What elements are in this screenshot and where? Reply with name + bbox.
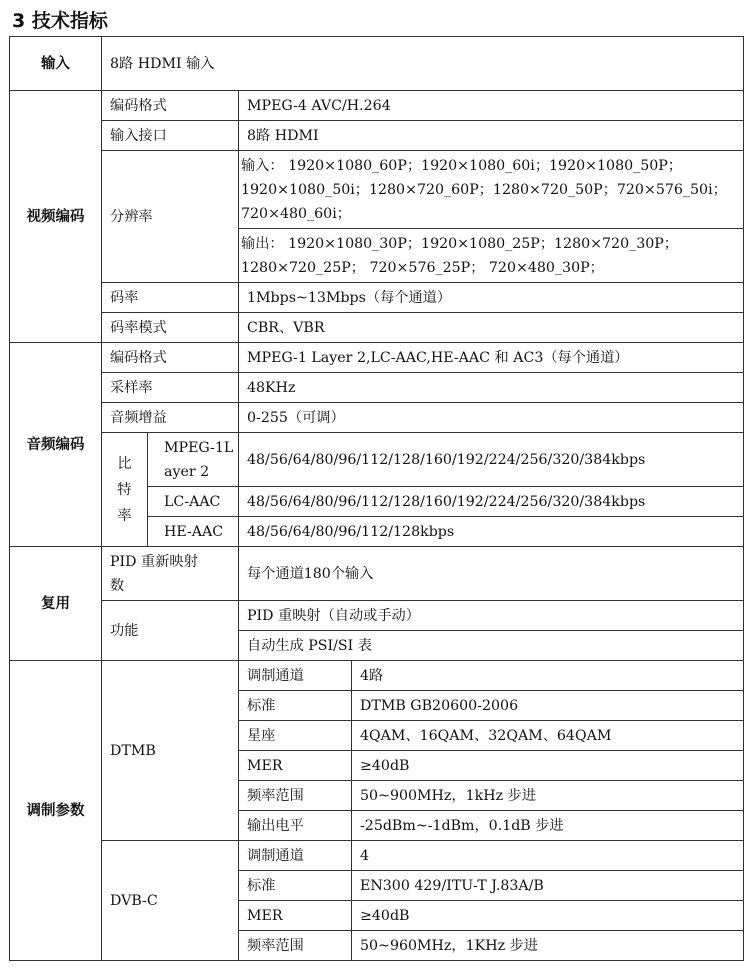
section-video: 视频编码 xyxy=(10,91,102,343)
dtmb-row-label: 输出电平 xyxy=(239,811,352,841)
dtmb-row-value: 4路 xyxy=(352,661,744,691)
video-interface-label: 输入接口 xyxy=(102,121,239,151)
audio-bitrate-name-line: MPEG-1L xyxy=(164,439,234,456)
dtmb-row-value: 50~900MHz，1kHz 步进 xyxy=(352,781,744,811)
audio-bitrate-mpeg-name xyxy=(148,433,239,487)
video-ratemode-value: CBR、VBR xyxy=(239,313,744,343)
dtmb-row-label: 星座 xyxy=(239,721,352,751)
audio-bitrate-lcaac-value: 48/56/64/80/96/112/128/160/192/224/256/320/384kbps xyxy=(239,487,744,517)
video-resolution-label: 分辨率 xyxy=(102,151,239,283)
section-title: 3 技术指标 xyxy=(12,10,108,32)
video-resolution-output xyxy=(239,229,744,283)
dvbc-row-label: MER xyxy=(239,901,352,931)
video-codec-value: MPEG-4 AVC/H.264 xyxy=(239,91,744,121)
audio-codec-value: MPEG-1 Layer 2,LC-AAC,HE-AAC 和 AC3（每个通道） xyxy=(239,343,744,373)
dvbc-row-label: 调制通道 xyxy=(239,841,352,871)
dvbc-row-label: 标准 xyxy=(239,871,352,901)
dvbc-row-value: 4 xyxy=(352,841,744,871)
resolution-input-line: 1920×1080_50i；1280×720_60P；1280×720_50P；720×576_50i； xyxy=(241,181,727,198)
dtmb-row-label: 频率范围 xyxy=(239,781,352,811)
video-bitrate-label: 码率 xyxy=(102,283,239,313)
resolution-input-line: 720×480_60i； xyxy=(241,205,351,222)
dtmb-row-label: 调制通道 xyxy=(239,661,352,691)
mux-pid-label xyxy=(102,547,239,601)
dtmb-row-value: DTMB GB20600-2006 xyxy=(352,691,744,721)
audio-gain-value: 0-255（可调） xyxy=(239,403,744,433)
audio-bitrate-name-line: ayer 2 xyxy=(164,463,210,480)
dvbc-row-label: 频率范围 xyxy=(239,931,352,961)
resolution-output-line: 输出： 1920×1080_30P；1920×1080_25P；1280×720_30P； xyxy=(241,235,678,252)
dtmb-row-label: MER xyxy=(239,751,352,781)
dvbc-row-value: 50~960MHz，1KHz 步进 xyxy=(352,931,744,961)
dvbc-name: DVB-C xyxy=(102,841,239,961)
audio-bitrate-mpeg-value: 48/56/64/80/96/112/128/160/192/224/256/320/384kbps xyxy=(239,433,744,487)
mux-pid-label-line: 数 xyxy=(110,577,125,594)
resolution-output-line: 1280×720_25P； 720×576_25P； 720×480_30P； xyxy=(241,259,604,276)
audio-bitrate-heaac-value: 48/56/64/80/96/112/128kbps xyxy=(239,517,744,547)
video-ratemode-label: 码率模式 xyxy=(102,313,239,343)
dtmb-row-label: 标准 xyxy=(239,691,352,721)
mux-func-label: 功能 xyxy=(102,601,239,661)
dtmb-row-value: 4QAM、16QAM、32QAM、64QAM xyxy=(352,721,744,751)
dvbc-row-value: ≥40dB xyxy=(352,901,744,931)
section-audio: 音频编码 xyxy=(10,343,102,547)
video-resolution-input xyxy=(239,151,744,229)
input-value: 8路 HDMI 输入 xyxy=(102,37,744,91)
resolution-input-line: 输入： 1920×1080_60P；1920×1080_60i；1920×1080_50P； xyxy=(241,157,683,174)
video-bitrate-value: 1Mbps~13Mbps（每个通道） xyxy=(239,283,744,313)
mux-func-value: PID 重映射（自动或手动） xyxy=(239,601,744,631)
mux-pid-label-line: PID 重新映射 xyxy=(110,553,198,570)
dvbc-row-value: EN300 429/ITU-T J.83A/B xyxy=(352,871,744,901)
audio-bitrate-lcaac-name: LC-AAC xyxy=(148,487,239,517)
audio-bitrate-heaac-name: HE-AAC xyxy=(148,517,239,547)
audio-samplerate-value: 48KHz xyxy=(239,373,744,403)
video-codec-label: 编码格式 xyxy=(102,91,239,121)
audio-samplerate-label: 采样率 xyxy=(102,373,239,403)
mux-pid-value: 每个通道180个输入 xyxy=(239,547,744,601)
dtmb-name: DTMB xyxy=(102,661,239,841)
audio-bitrate-label-text: 比特率 xyxy=(117,455,132,524)
section-modulation: 调制参数 xyxy=(10,661,102,961)
section-mux: 复用 xyxy=(10,547,102,661)
video-interface-value: 8路 HDMI xyxy=(239,121,744,151)
audio-codec-label: 编码格式 xyxy=(102,343,239,373)
mux-func-value: 自动生成 PSI/SI 表 xyxy=(239,631,744,661)
audio-bitrate-label xyxy=(102,433,148,547)
section-input: 输入 xyxy=(10,37,102,91)
audio-gain-label: 音频增益 xyxy=(102,403,239,433)
dtmb-row-value: -25dBm~-1dBm，0.1dB 步进 xyxy=(352,811,744,841)
dtmb-row-value: ≥40dB xyxy=(352,751,744,781)
spec-table xyxy=(9,36,744,961)
